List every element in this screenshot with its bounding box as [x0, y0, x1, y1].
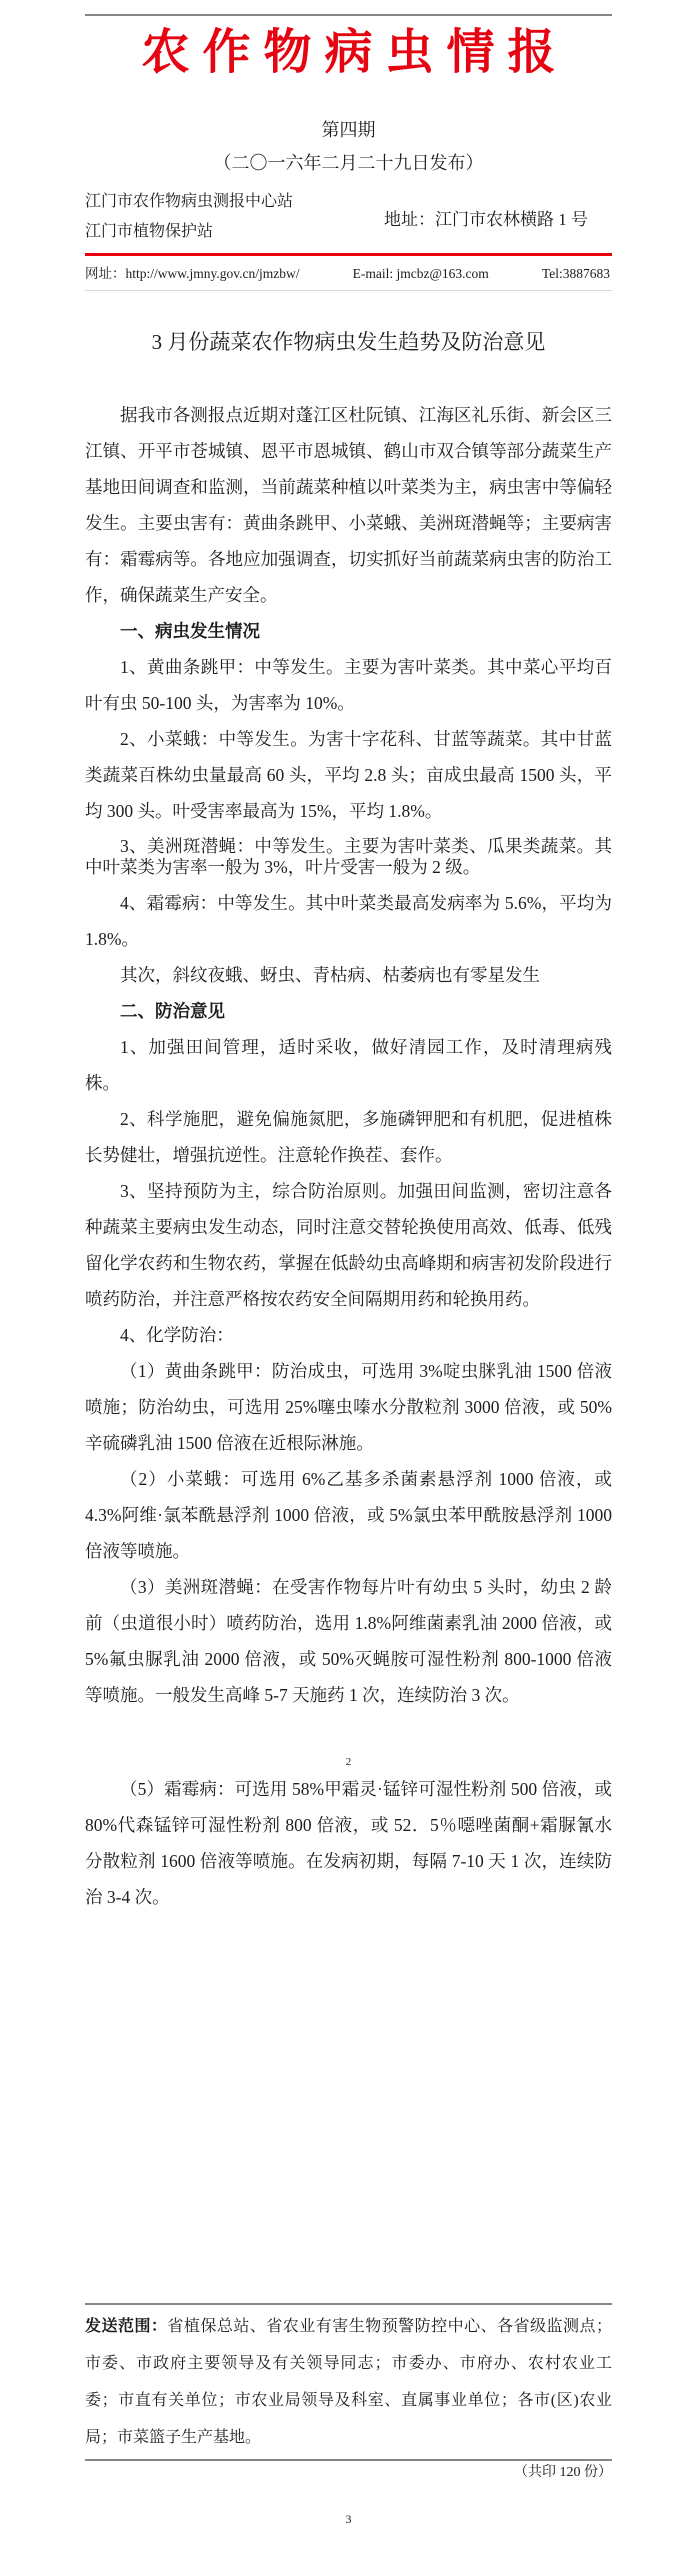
masthead-address: 地址：江门市农林横路 1 号: [384, 209, 588, 229]
top-rule: [85, 14, 612, 16]
pest-item-2: 2、小菜蛾：中等发生。为害十字花科、甘蓝等蔬菜。其中甘蓝类蔬菜百株幼虫量最高 60 头，平均 2.8 头；亩成虫最高 1500 头，平均 300 头。叶受害率最高为 15%，平均 1.8%。: [85, 729, 612, 821]
section2-heading: 二、防治意见: [120, 1001, 225, 1021]
masthead-org-row: [85, 187, 612, 247]
masthead-title: 农作物病虫情报: [141, 26, 569, 79]
publish-date: （二〇一六年二月二十九日发布）: [213, 153, 484, 173]
organization-list: [85, 187, 293, 247]
other-pests-note: 其次，斜纹夜蛾、蚜虫、青枯病、枯萎病也有零星发生: [120, 965, 540, 985]
control-item-1: 1、加强田间管理，适时采收，做好清园工作，及时清理病残株。: [85, 1037, 612, 1093]
pest-item-1: 1、黄曲条跳甲：中等发生。主要为害叶菜类。其中菜心平均百叶有虫 50-100 头，为害率为 10%。: [85, 657, 612, 713]
organization-name: 江门市农作物病虫测报中心站: [85, 193, 294, 210]
print-count: （共印 120 份）: [514, 2465, 612, 2480]
control-item-2: 2、科学施肥，避免偏施氮肥，多施磷钾肥和有机肥，促进植株长势健壮，增强抗逆性。注意轮作换茬、套作。: [85, 1109, 612, 1165]
distribution-text: 省植保总站、省农业有害生物预警防控中心、各省级监测点；市委、市政府主要领导及有关领导同志；市委办、市府办、农村农业工委；市直有关单位；市农业局领导及科室、直属事业单位；各市(区)农业局；市菜篮子生产基地。: [85, 2318, 612, 2446]
footer-top-rule: [85, 2303, 612, 2305]
chemical-item-5: （5）霜霉病：可选用 58%甲霜灵·锰锌可湿性粉剂 500 倍液，或 80%代森锰锌可湿性粉剂 800 倍液，或 52．5％噁唑菌酮+霜脲氰水分散粒剂 1600 倍液等喷施。在发病初期，每隔 7-10 天 1 次，连续防治 3-4 次。: [85, 1779, 612, 1907]
pest-item-3: 3、美洲斑潜蝇：中等发生。主要为害叶菜类、瓜果类蔬菜。其中叶菜类为害率一般为 3%，叶片受害一般为 2 级。: [85, 836, 612, 877]
chemical-item-1: （1）黄曲条跳甲：防治成虫，可选用 3%啶虫脒乳油 1500 倍液喷施；防治幼虫，可选用 25%噻虫嗪水分散粒剂 3000 倍液，或 50%辛硫磷乳油 1500 倍液在近根际淋施。: [85, 1361, 612, 1453]
page-3-number: 3: [345, 2512, 352, 2526]
distribution-paragraph: [85, 2308, 612, 2456]
chemical-item-3: （3）美洲斑潜蝇：在受害作物每片叶有幼虫 5 头时，幼虫 2 龄前（虫道很小时）喷药防治，选用 1.8%阿维菌素乳油 2000 倍液，或 5%氟虫脲乳油 2000 倍液，或 50%灭蝇胺可湿性粉剂 800-1000 倍液等喷施。一般发生高峰 5-7 天施药 1 次，连续防治 3 次。: [85, 1577, 612, 1705]
distribution-label: 发送范围：: [85, 2318, 168, 2335]
control-item-4: 4、化学防治：: [120, 1325, 234, 1345]
issue-number: 第四期: [321, 120, 376, 140]
page-footer: [85, 2303, 612, 2526]
telephone-number: Tel:3887683: [541, 266, 610, 281]
section1-heading: 一、病虫发生情况: [120, 621, 260, 641]
red-divider: [85, 253, 612, 256]
page-2-number-artifact: 2: [345, 1756, 352, 1768]
article-title: 3 月份蔬菜农作物病虫发生趋势及防治意见: [151, 330, 546, 354]
email-address: E-mail: jmcbz@163.com: [352, 266, 489, 281]
contact-row: [85, 263, 612, 291]
control-item-3: 3、坚持预防为主，综合防治原则。加强田间监测，密切注意各种蔬菜主要病虫发生动态，同时注意交替轮换使用高效、低毒、低残留化学农药和生物农药，掌握在低龄幼虫高峰期和病害初发阶段进行喷药防治，并注意严格按农药安全间隔期用药和轮换用药。: [85, 1181, 612, 1309]
website-url: 网址：http://www.jmny.gov.cn/jmzbw/: [85, 266, 300, 281]
intro-paragraph: 据我市各测报点近期对蓬江区杜阮镇、江海区礼乐街、新会区三江镇、开平市苍城镇、恩平市恩城镇、鹤山市双合镇等部分蔬菜生产基地田间调查和监测，当前蔬菜种植以叶菜类为主，病虫害中等偏轻发生。主要虫害有：黄曲条跳甲、小菜蛾、美洲斑潜蝇等；主要病害有：霜霉病等。各地应加强调查，切实抓好当前蔬菜病虫害的防治工作，确保蔬菜生产安全。: [85, 405, 612, 605]
footer-bottom-rule: [85, 2459, 612, 2461]
pest-item-4: 4、霜霉病：中等发生。其中叶菜类最高发病率为 5.6%，平均为 1.8%。: [85, 893, 612, 949]
organization-name: 江门市植物保护站: [85, 223, 214, 240]
chemical-item-2: （2）小菜蛾：可选用 6%乙基多杀菌素悬浮剂 1000 倍液，或 4.3%阿维·氯苯酰悬浮剂 1000 倍液，或 5%氯虫苯甲酰胺悬浮剂 1000 倍液等喷施。: [85, 1469, 612, 1561]
